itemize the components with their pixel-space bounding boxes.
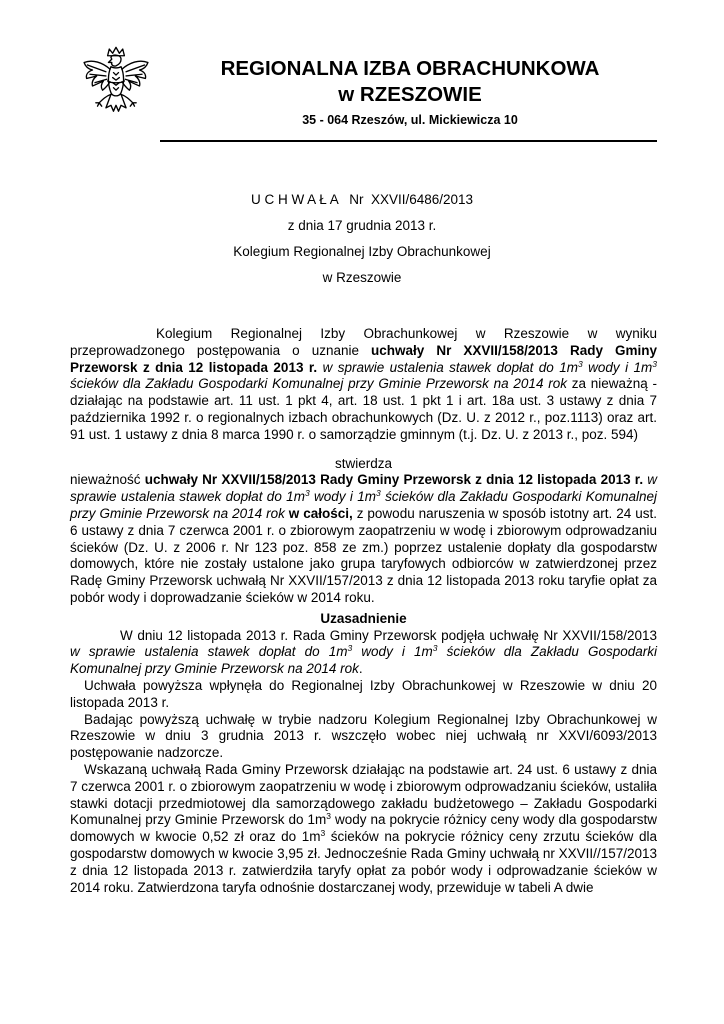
just-p1-subject-3: ścieków dla Zakładu Gospodarki Komunalnej przy Gminie Przeworsk na 2014 rok [70, 644, 657, 677]
just-p1-text: W dniu 12 listopada 2013 r. Rada Gminy Przeworsk podjęła uchwałę Nr XXVII/158/2013 [120, 627, 657, 643]
institution-city: w RZESZOWIE [338, 83, 482, 106]
resolution-body: Kolegium Regionalnej Izby Obrachunkowej [233, 244, 491, 259]
justification-paragraph-3: Badając powyższą uchwałę w trybie nadzoru Kolegium Regionalnej Izby Obrachunkowej w Rzeszowie w dniu 3 grudnia 2013 r. wszczęło wobec niej uchwałą nr XXVI/6093/2013 postępowanie nadzorcze. [70, 711, 657, 761]
justification-heading [70, 611, 657, 628]
institution-name: REGIONALNA IZBA OBRACHUNKOWA [220, 57, 600, 80]
decision-text-1: nieważność [70, 472, 145, 488]
just-p4-text-2: wody na pokrycie różnicy ceny wody dla gospodarstw domowych w kwocie 0,52 zł oraz do 1m [70, 812, 657, 845]
intro-subject-1: w sprawie ustalenia stawek dopłat do 1m [317, 359, 578, 375]
polish-eagle-emblem-icon [74, 44, 158, 128]
resolution-date: z dnia 17 grudnia 2013 r. [287, 218, 437, 233]
decision-reason: z powodu naruszenia w sposób istotny art. 24 ust. 6 ustawy z dnia 7 czerwca 2001 r. o zbiorowym zaopatrzeniu w wodę i zbiorowym odprowadzaniu ścieków (Dz. U. z 2006 r. Nr 123 poz. 858 ze zm.) poprzez ustalenie dopłaty dla gospodarstw domowych, które nie zostały ustalone jako grupa taryfowych odbiorców w zatwierdzonej przez Radę Gminy Przeworsk uchwałą Nr XXVII/157/2013 z dnia 12 listopada 2013 roku taryfie opłat za pobór wody i doprowadzanie ścieków w 2014 roku. [70, 505, 657, 605]
intro-sup-2: 3 [652, 358, 657, 369]
intro-text: Kolegium Regionalnej Izby Obrachunkowej w Rzeszowie w wyniku przeprowadzonego postępowania o uznanie [70, 326, 657, 358]
intro-resolution-ref: uchwały Nr XXVII/158/2013 Rady Gminy Przeworsk z dnia 12 listopada 2013 r. [70, 342, 657, 375]
resolution-title: U C H W A Ł A Nr XXVII/6486/2013 [250, 192, 474, 207]
just-p1-end: . [358, 661, 363, 677]
intro-sup-1: 3 [577, 358, 583, 369]
decision-paragraph [70, 472, 657, 606]
just-p1-subject-2: wody i 1m [352, 644, 433, 660]
decision-scope: w całości, [284, 505, 353, 521]
decision-sup-1: 3 [304, 488, 310, 499]
justification-paragraph-4 [70, 762, 657, 896]
justification-paragraph-2: Uchwała powyższa wpłynęła do Regionalnej Izby Obrachunkowej w Rzeszowie w dniu 20 listopada 2013 r. [70, 677, 657, 710]
just-p1-sup-1: 3 [347, 643, 353, 654]
institution-address: 35 - 064 Rzeszów, ul. Mickiewicza 10 [302, 113, 518, 127]
just-p1-sup-2: 3 [432, 643, 438, 654]
justification-paragraph-1 [70, 628, 657, 678]
just-p4-text-3: ścieków na pokrycie różnicy ceny zrzutu ścieków dla gospodarstw domowych w kwocie 3,95 zł. Jednocześnie Rada Gminy uchwałą nr XXVII//157/2013 z dnia 12 listopada 2013 r. zatwierdziła taryfy opłat za pobór wody i odprowadzanie ścieków w 2014 roku. Zatwierdzona taryfa odnośnie dostarczanej wody, przewiduje w tabeli A dwie [70, 829, 657, 895]
intro-legal-basis: za nieważną - działając na podstawie art. 11 ust. 1 pkt 4, art. 18 ust. 1 pkt 1 i art. 18a ust. 3 ustawy z dnia 7 października 1992 r. o regionalnych izbach obrachunkowych (Dz. U. z 2012 r., poz.1113) oraz art. 91 ust. 1 ustawy z dnia 8 marca 1990 r. o samorządzie gminnym (t.j. Dz. U. z 2013 r., poz. 594) [70, 376, 657, 442]
just-p4-text-1: Wskazaną uchwałą Rada Gminy Przeworsk działając na podstawie art. 24 ust. 6 ustawy z dnia 7 czerwca 2001 r. o zbiorowym zaopatrzeniu w wodę i zbiorowym odprowadzaniu ścieków, ustaliła stawki dotacji przedmiotowej dla samorządowego zakładu budżetowego – Zakładu Gospodarki Komunalnej przy Gminie Przeworsk do 1m [70, 761, 657, 828]
just-p4-sup-1: 3 [326, 811, 331, 822]
header-divider [160, 140, 657, 142]
intro-paragraph [70, 326, 657, 444]
decision-subject-3: ścieków dla Zakładu Gospodarki Komunalnej przy Gminie Przeworsk na 2014 rok [70, 489, 657, 521]
just-p1-subject-1: w sprawie ustalenia stawek dopłat do 1m [70, 644, 348, 660]
decision-word: stwierdza [334, 455, 393, 471]
intro-subject-2: wody i 1m [582, 359, 653, 375]
decision-sup-2: 3 [376, 488, 381, 499]
decision-subject-1: w sprawie ustalenia stawek dopłat do 1m [70, 472, 657, 505]
decision-resolution-ref: uchwały Nr XXVII/158/2013 Rady Gminy Przeworsk z dnia 12 listopada 2013 r. [144, 472, 644, 488]
decision-subject-2: wody i 1m [309, 489, 377, 505]
just-p4-sup-2: 3 [320, 828, 326, 839]
document-body [70, 326, 657, 896]
justification-heading-text: Uzasadnienie [320, 610, 407, 626]
resolution-place: w Rzeszowie [322, 270, 402, 285]
intro-subject-3: ścieków dla Zakładu Gospodarki Komunalnej przy Gminie Przeworsk na 2014 rok [70, 376, 567, 392]
